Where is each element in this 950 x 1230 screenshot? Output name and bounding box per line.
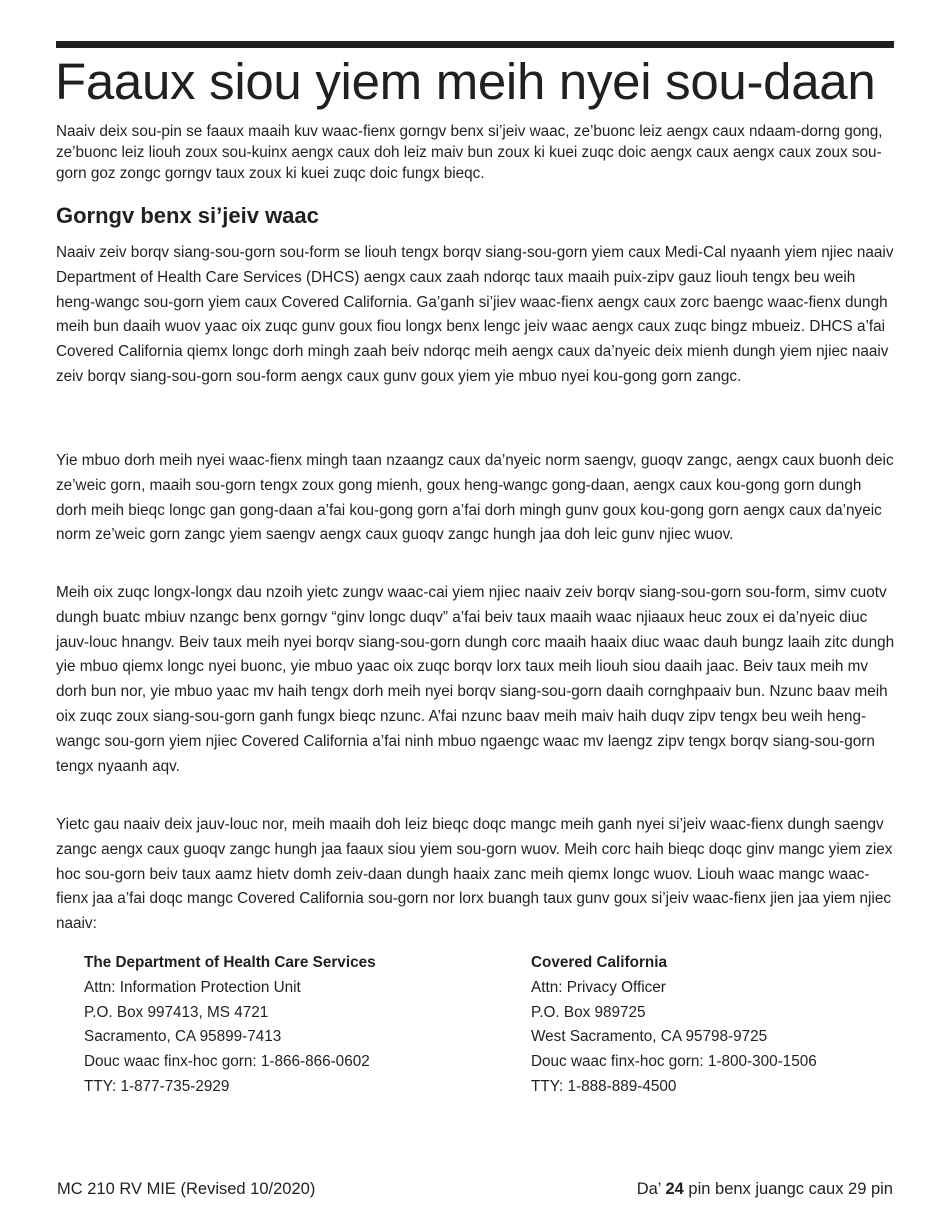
covered-california-contact-block [531,951,817,1100]
page-number: 24 [665,1180,684,1198]
section-heading: Gorngv benx si’jeiv waac [56,203,319,228]
contact-org-name: Covered California [531,954,668,971]
contact-tty: TTY: 1-888-889-4500 [531,1077,677,1095]
contact-attn: Attn: Information Protection Unit [84,978,301,996]
body-paragraph-3: Meih oix zuqc longx-longx dau nzoih yietc zungv waac-cai yiem njiec naaiv zeiv borqv siang-sou-gorn sou-form, simv cuotv dungh buatc mbiuv nzangc benx gorngv “ginv longc duqv” a’fai beiv taux maaih waac njiaaux heuc zoux ei da’nyeic diuc jauv-louc hnangv. Beiv taux meih nyei borqv siang-sou-gorn dungh corc maaih haaix diuc waac dauh bungz laaih zitc dungh yie mbuo qiemx longc nyei buonc, yie mbuo yaac oix zuqc borqv lorx taux meih liouh siou daaih jaac. Beiv taux meih mv dorh bun nor, yie mbuo yaac mv haih tengx dorh meih nyei borqv siang-sou-gorn daaih cornghpaaiv bun. Nzunc baav meih oix zuqc zoux siang-sou-gorn ganh fungx bieqc nzunc. A’fai nzunc baav meih maiv haih duqv zipv tengx beu weih heng-wangc sou-gorn yiem njiec Covered California a’fai ninh mbuo ngaengc waac mv laengz zipv tengx borqv siang-sou-gorn tengx nyaanh aqv. [56,584,895,775]
contact-phone: Douc waac finx-hoc gorn: 1-866-866-0602 [84,1053,370,1071]
contact-city: Sacramento, CA 95899-7413 [84,1028,282,1046]
contact-street: P.O. Box 989725 [531,1003,646,1021]
intro-paragraph: Naaiv deix sou-pin se faaux maaih kuv waac-fienx gorngv benx si’jeiv waac, ze’buonc leiz aengx caux ndaam-dorng gong, ze’buonc leiz liouh zoux sou-kuinx aengx caux doh leiz maiv bun zoux ki kuei zuqc doic aengx caux aengx caux zoux sou-gorn goz zongc gorngv taux zoux ki kuei zuqc doic fungx bieqc. [56,123,883,182]
dhcs-contact-block [84,951,376,1100]
form-identifier: MC 210 RV MIE (Revised 10/2020) [57,1180,316,1198]
page-indicator [637,1178,893,1200]
contact-street: P.O. Box 997413, MS 4721 [84,1003,269,1021]
contact-phone: Douc waac finx-hoc gorn: 1-800-300-1506 [531,1053,817,1071]
page-suffix: pin benx juangc caux 29 pin [688,1180,893,1198]
contact-org-name: The Department of Health Care Services [84,954,376,971]
body-paragraph-2: Yie mbuo dorh meih nyei waac-fienx mingh taan nzaangz caux da’nyeic norm saengv, guoqv zangc, aengx caux buonh deic ze’weic gorn, maaih sou-gorn tengx zoux gong mienh, goux heng-wangc gong-daan, aengx caux kou-gong gorn dungh dorh meih bieqc longc gan gong-daan a’fai kou-gong gorn a’fai dorh mingh gunv goux kou-gong gorn aengx caux da’nyeic norm ze’weic gorn zangc yiem saengv aengx caux guoqv zangc hungh jaa doh leic gunv njiec wuov. [56,452,894,544]
top-rule [56,41,894,48]
contact-attn: Attn: Privacy Officer [531,978,666,996]
contact-city: West Sacramento, CA 95798-9725 [531,1028,768,1046]
contact-tty: TTY: 1-877-735-2929 [84,1077,230,1095]
body-paragraph-1: Naaiv zeiv borqv siang-sou-gorn sou-form se liouh tengx borqv siang-sou-gorn yiem caux Medi-Cal nyaanh yiem njiec naaiv Department of Health Care Services (DHCS) aengx caux zaah ndorqc taux maaih puix-zipv gauz liouh tengx beu weih heng-wangc sou-gorn yiem caux Covered California. Ga’ganh si’jiev waac-fienx aengx caux zorc baengc waac-fienx dungh meih bun daaih wuov yaac oix zuqc gunv goux fiou longx benx lengc jeiv waac aengx caux zuqc bingz mbueiz. DHCS a’fai Covered California qiemx longc dorh mingh zaah beiv ndorqc meih aengx caux da’nyeic deix mienh dungh yiem njiec naaiv zeiv borqv siang-sou-gorn sou-form aengx caux gunv goux yiem yie mbuo nyei kou-gong gorn zangc. [56,244,894,385]
page-prefix: Da’ [636,1180,661,1198]
body-paragraph-4: Yietc gau naaiv deix jauv-louc nor, meih maaih doh leiz bieqc doqc mangc meih ganh nyei si’jeiv waac-fienx dungh saengv zangc aengx caux guoqv zangc hungh jaa faaux siou yiem sou-gorn wuov. Meih corc haih bieqc doqc ginv mangc yiem ziex hoc sou-gorn beiv taux aamz hietv domh zeiv-daan dungh haaix zanc meih qiemx longc wuov. Liouh waac mangc waac-fienx jaa a’fai doqc mangc Covered California sou-gorn nor lorx buangh taux gunv goux si’jeiv waac-fienx jien jaa yiem njiec naaiv: [56,816,893,933]
page-title: Faaux siou yiem meih nyei sou-daan [55,53,876,110]
